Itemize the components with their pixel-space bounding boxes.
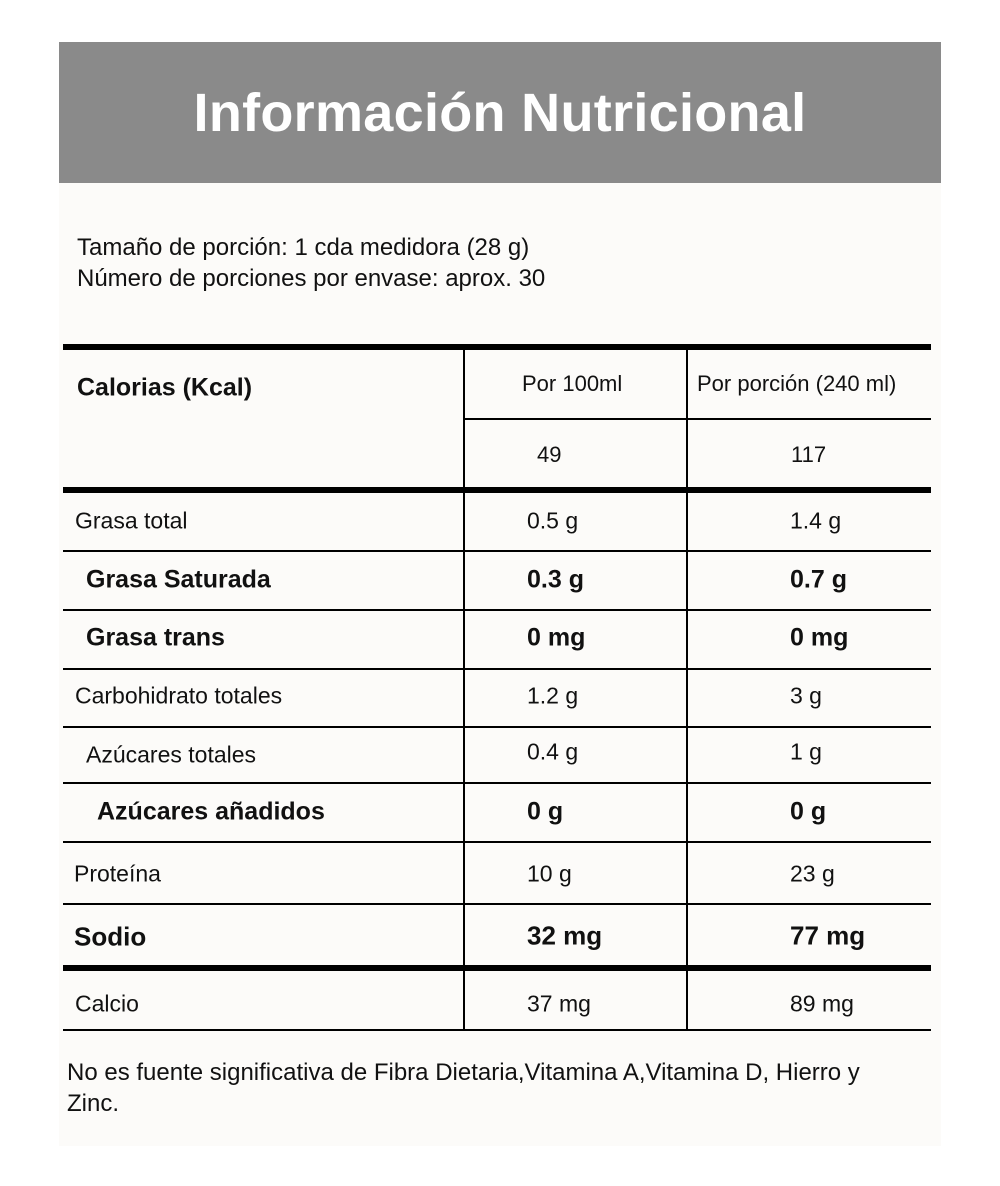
nutrient-value-100ml: 0.5 g — [527, 507, 579, 534]
row-rule — [63, 841, 931, 843]
page-title: Información Nutricional — [193, 82, 807, 143]
nutrient-value-portion: 1.4 g — [790, 507, 842, 534]
nutrient-value-100ml: 10 g — [527, 860, 572, 887]
table-bottom-rule — [63, 1029, 931, 1031]
nutrition-panel — [59, 42, 941, 1146]
header-divider — [464, 418, 931, 420]
nutrient-value-portion: 0 g — [790, 797, 827, 826]
nutrient-value-portion: 1 g — [790, 738, 822, 765]
nutrient-label: Carbohidrato totales — [75, 682, 283, 709]
calories-rule — [63, 487, 931, 493]
servings-per-container: Número de porciones por envase: aprox. 30 — [77, 265, 546, 292]
table-top-rule — [63, 344, 931, 350]
nutrient-label: Calcio — [75, 990, 139, 1017]
nutrient-label: Azúcares añadidos — [97, 797, 325, 826]
column-header-portion: Por porción (240 ml) — [697, 371, 897, 396]
serving-info — [77, 232, 545, 294]
nutrient-value-portion: 0 mg — [790, 623, 849, 652]
row-rule — [63, 903, 931, 905]
calories-label: Calorias (Kcal) — [77, 373, 253, 402]
serving-size: Tamaño de porción: 1 cda medidora (28 g) — [77, 234, 530, 261]
nutrient-value-portion: 23 g — [790, 860, 835, 887]
row-rule — [63, 782, 931, 784]
footnote: No es fuente significativa de Fibra Dietaria,Vitamina A,Vitamina D, Hierro y Zinc. — [67, 1059, 860, 1117]
nutrient-value-100ml: 0.4 g — [527, 738, 579, 765]
nutrient-value-100ml: 0 mg — [527, 623, 586, 652]
nutrient-value-100ml: 37 mg — [527, 990, 591, 1017]
calories-100ml: 49 — [537, 442, 562, 467]
nutrient-label: Sodio — [74, 921, 147, 952]
nutrient-value-100ml: 0 g — [527, 797, 564, 826]
nutrient-label: Grasa trans — [86, 623, 225, 652]
nutrient-label: Proteína — [74, 860, 161, 887]
nutrient-value-portion: 3 g — [790, 682, 822, 709]
nutrient-value-100ml: 0.3 g — [527, 565, 584, 594]
column-divider — [686, 347, 688, 1030]
nutrient-value-portion: 0.7 g — [790, 565, 847, 594]
nutrient-label: Grasa total — [75, 507, 188, 534]
sodium-rule — [63, 965, 931, 971]
row-rule — [63, 726, 931, 728]
nutrient-value-portion: 77 mg — [790, 920, 866, 951]
nutrient-label: Grasa Saturada — [86, 565, 271, 594]
nutrient-label: Azúcares totales — [86, 741, 257, 768]
nutrient-value-portion: 89 mg — [790, 990, 854, 1017]
row-rule — [63, 550, 931, 552]
header-bar — [59, 42, 941, 183]
calories-portion: 117 — [791, 442, 827, 467]
column-header-100ml: Por 100ml — [522, 371, 623, 396]
nutrient-value-100ml: 32 mg — [527, 920, 603, 951]
nutrient-value-100ml: 1.2 g — [527, 682, 579, 709]
row-rule — [63, 609, 931, 611]
column-divider — [463, 347, 465, 1030]
row-rule — [63, 668, 931, 670]
